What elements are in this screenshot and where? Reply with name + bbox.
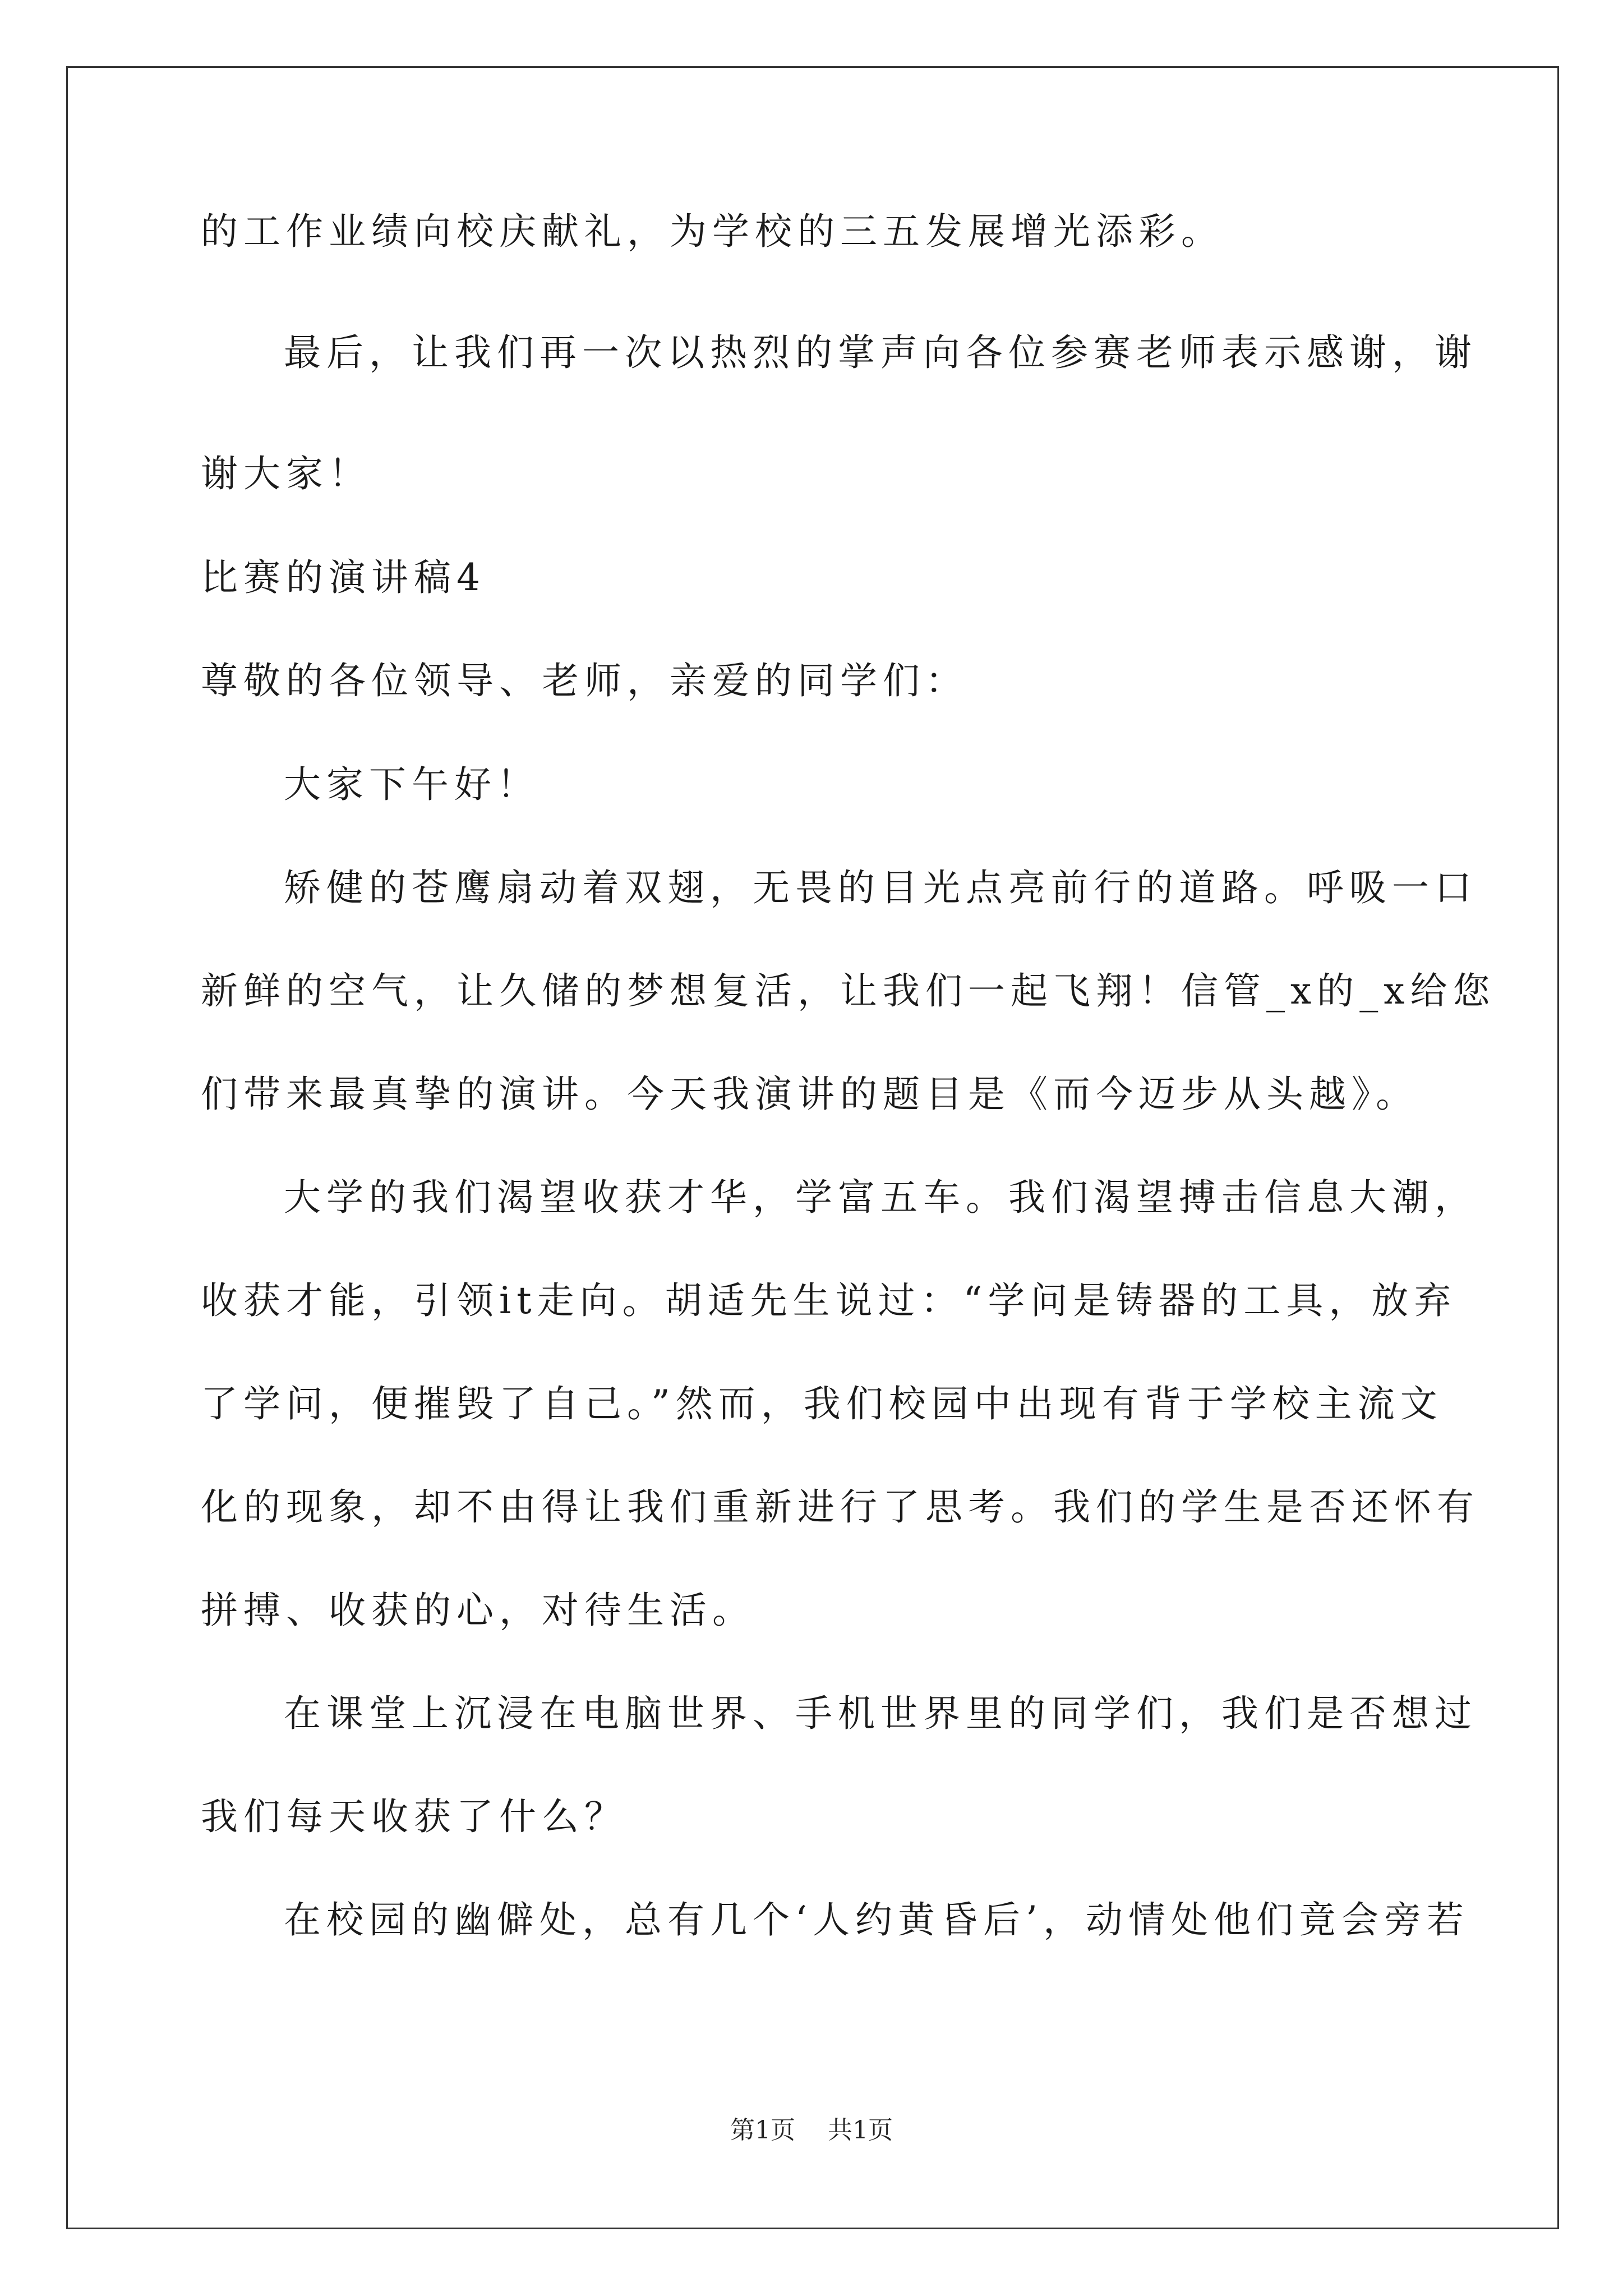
greeting: 大家下午好！	[284, 763, 540, 806]
text-line: 在校园的幽僻处，总有几个‘人约黄昏后’，动情处他们竟会旁若	[284, 1898, 1469, 1941]
text-line: 最后，让我们再一次以热烈的掌声向各位参赛老师表示感谢，谢	[284, 331, 1477, 374]
section-heading: 比赛的演讲稿4	[201, 556, 486, 599]
text-line: 化的现象，却不由得让我们重新进行了思考。我们的学生是否还怀有	[201, 1485, 1479, 1529]
text-line: 了学问，便摧毁了自己。”然而，我们校园中出现有背于学校主流文	[201, 1382, 1443, 1425]
text-line: 大学的我们渴望收获才华，学富五车。我们渴望搏击信息大潮，	[284, 1176, 1477, 1219]
page-number: 第1页	[730, 2116, 795, 2145]
salutation: 尊敬的各位领导、老师，亲爱的同学们：	[201, 659, 968, 702]
page-total: 共1页	[828, 2116, 893, 2145]
text-line: 收获才能，引领it走向。胡适先生说过：“学问是铸器的工具，放弃	[201, 1279, 1457, 1322]
text-line: 矫健的苍鹰扇动着双翅，无畏的目光点亮前行的道路。呼吸一口	[284, 866, 1477, 909]
text-line: 的工作业绩向校庆献礼，为学校的三五发展增光添彩。	[201, 210, 1224, 253]
text-line: 我们每天收获了什么？	[201, 1795, 627, 1838]
page-footer	[0, 2114, 1623, 2147]
text-line: 拼搏、收获的心，对待生活。	[201, 1589, 755, 1632]
text-line: 们带来最真挚的演讲。今天我演讲的题目是《而今迈步从头越》。	[201, 1073, 1418, 1116]
text-line: 新鲜的空气，让久储的梦想复活，让我们一起飞翔！信管_x的_x给您	[201, 969, 1496, 1013]
text-line: 谢大家！	[201, 452, 371, 495]
text-line: 在课堂上沉浸在电脑世界、手机世界里的同学们，我们是否想过	[284, 1692, 1477, 1735]
